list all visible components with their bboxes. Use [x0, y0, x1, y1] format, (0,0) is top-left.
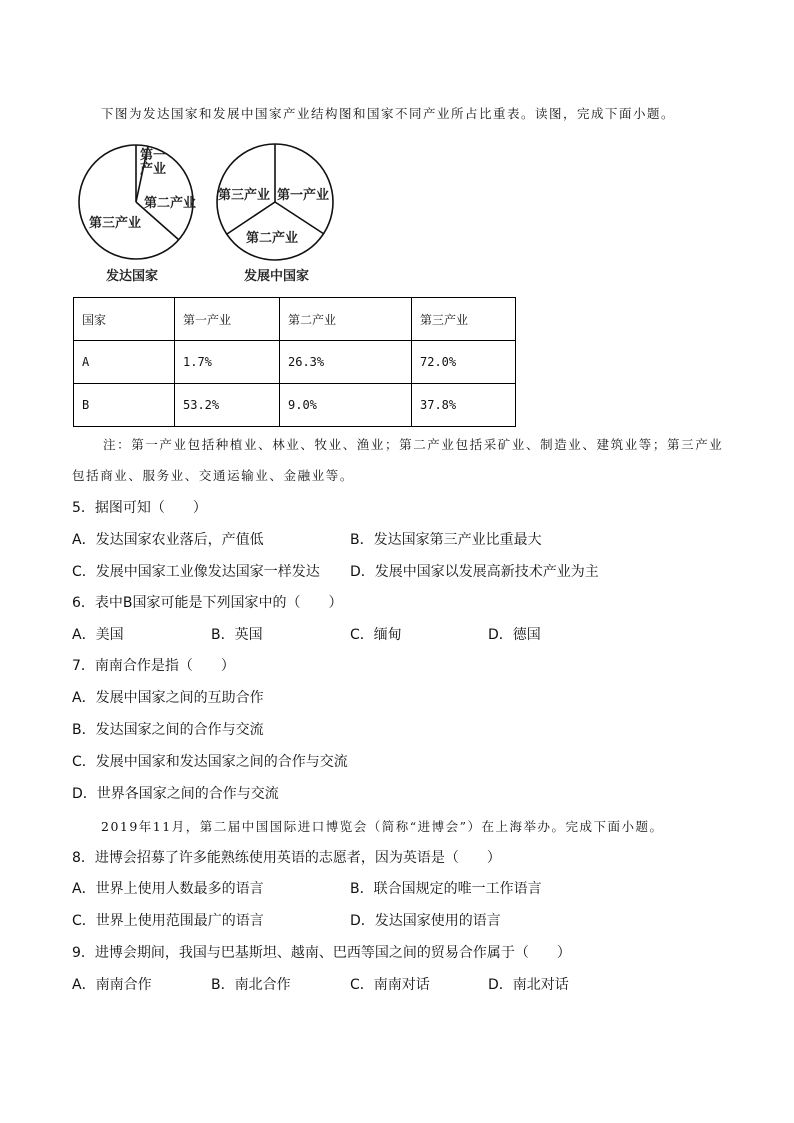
note-line-1: 注：第一产业包括种植业、林业、牧业、渔业；第二产业包括采矿业、制造业、建筑业等；第三产业 [103, 437, 724, 452]
table-cell: A [74, 341, 175, 384]
intro-text-2: 2019年11月，第二届中国国际进口博览会（简称“进博会”）在上海举办。完成下面小题。 [101, 819, 664, 834]
question-8-stem: 8．进博会招募了许多能熟练使用英语的志愿者，因为英语是（ ） [72, 850, 501, 866]
question-7-option-d[interactable]: D．世界各国家之间的合作与交流 [72, 786, 279, 802]
table-header-cell: 第一产业 [175, 298, 280, 341]
table-cell: 1.7% [175, 341, 280, 384]
table-cell: 37.8% [412, 384, 516, 427]
pie-developed-secondary-label: 第二产业 [144, 196, 197, 211]
question-6-option-b[interactable]: B．英国 [211, 627, 263, 643]
question-6-stem: 6．表中B国家可能是下列国家中的（ ） [72, 595, 343, 611]
question-8-option-a[interactable]: A．世界上使用人数最多的语言 [72, 881, 264, 897]
table-header-cell: 国家 [74, 298, 175, 341]
question-5-option-a[interactable]: A．发达国家农业落后，产值低 [72, 532, 264, 548]
note-line-2: 包括商业、服务业、交通运输业、金融业等。 [72, 468, 355, 483]
table-header-row [74, 298, 516, 341]
pie-developed [79, 145, 196, 284]
pie-developing [217, 144, 333, 284]
question-7-option-c[interactable]: C．发展中国家和发达国家之间的合作与交流 [72, 754, 348, 770]
pie-developed-primary-label-2: 产业 [140, 162, 167, 177]
question-9-option-d[interactable]: D．南北对话 [488, 977, 569, 993]
question-6-option-d[interactable]: D．德国 [488, 627, 541, 643]
table-cell: 9.0% [280, 384, 412, 427]
question-6-option-c[interactable]: C．缅甸 [350, 627, 402, 643]
question-5-option-b[interactable]: B．发达国家第三产业比重最大 [350, 532, 542, 548]
question-7-option-a[interactable]: A．发展中国家之间的互助合作 [72, 690, 264, 706]
table-cell: 53.2% [175, 384, 280, 427]
question-9-option-a[interactable]: A．南南合作 [72, 977, 152, 993]
table-cell: 26.3% [280, 341, 412, 384]
industry-structure-figure [70, 136, 360, 288]
industry-share-table [73, 297, 516, 427]
question-6-option-a[interactable]: A．美国 [72, 627, 124, 643]
table-row [74, 384, 516, 427]
pie-developing-caption: 发展中国家 [244, 269, 310, 284]
table-row [74, 341, 516, 384]
question-5-option-c[interactable]: C．发展中国家工业像发达国家一样发达 [72, 564, 320, 580]
pie-developing-primary-label: 第一产业 [277, 188, 330, 203]
question-8-option-d[interactable]: D．发达国家使用的语言 [350, 913, 501, 929]
pie-developed-caption: 发达国家 [106, 269, 159, 284]
table-header-cell: 第三产业 [412, 298, 516, 341]
question-7-stem: 7．南南合作是指（ ） [72, 658, 235, 674]
question-5-option-d[interactable]: D．发展中国家以发展高新技术产业为主 [350, 564, 599, 580]
question-7-option-b[interactable]: B．发达国家之间的合作与交流 [72, 722, 264, 738]
pie-developing-secondary-label: 第二产业 [246, 231, 299, 246]
pie-developing-tertiary-label: 第三产业 [218, 188, 271, 203]
question-8-option-c[interactable]: C．世界上使用范围最广的语言 [72, 913, 264, 929]
question-5-stem: 5．据图可知（ ） [72, 500, 207, 516]
intro-text: 下图为发达国家和发展中国家产业结构图和国家不同产业所占比重表。读图，完成下面小题。 [101, 106, 676, 121]
question-8-option-b[interactable]: B．联合国规定的唯一工作语言 [350, 881, 542, 897]
table-header-cell: 第二产业 [280, 298, 412, 341]
question-9-option-b[interactable]: B．南北合作 [211, 977, 291, 993]
table-cell: 72.0% [412, 341, 516, 384]
question-9-option-c[interactable]: C．南南对话 [350, 977, 430, 993]
pie-developed-primary-label-1: 第一 [140, 148, 167, 163]
question-9-stem: 9．进博会期间，我国与巴基斯坦、越南、巴西等国之间的贸易合作属于（ ） [72, 945, 571, 961]
table-cell: B [74, 384, 175, 427]
pie-developed-tertiary-label: 第三产业 [89, 216, 142, 231]
